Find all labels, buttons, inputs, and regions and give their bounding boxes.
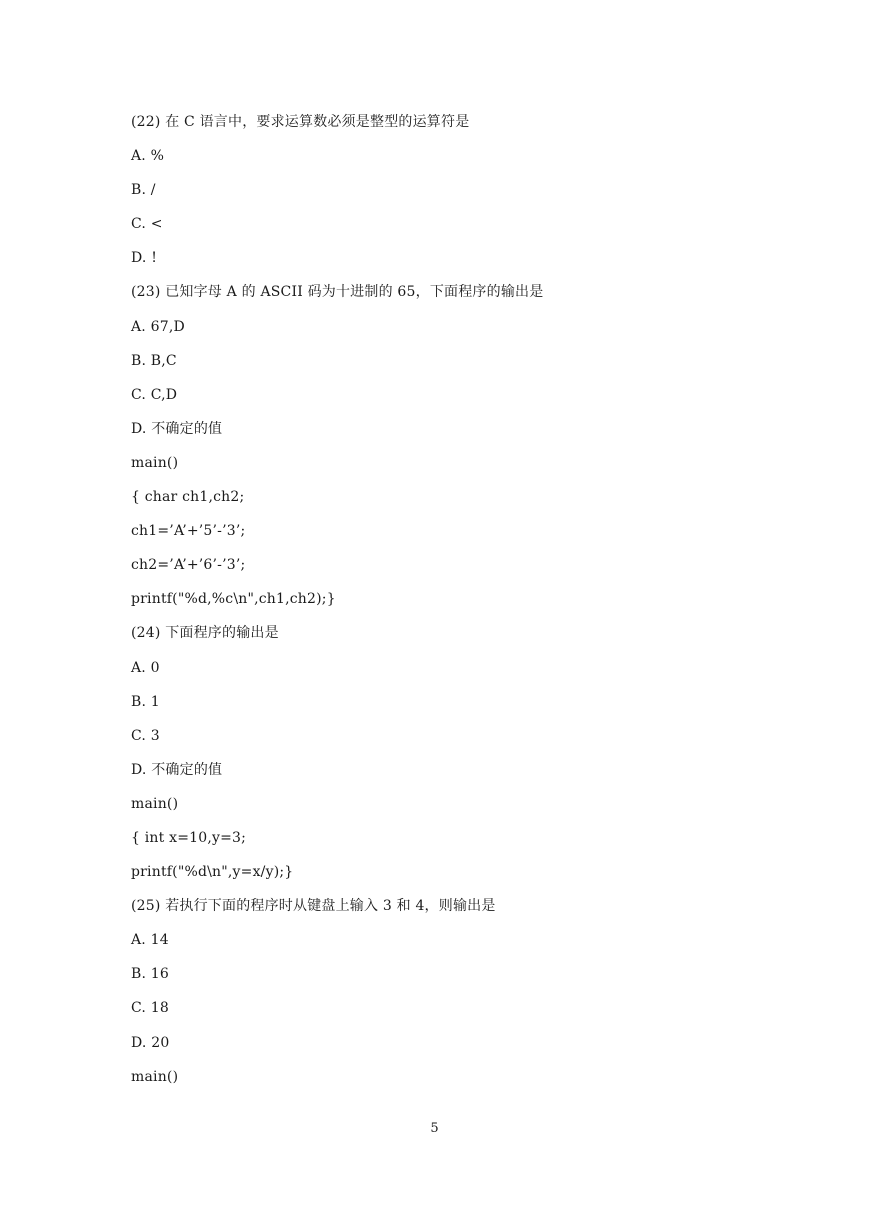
question-24-option-b: B. 1 xyxy=(131,693,160,710)
question-25-stem: (25) 若执行下面的程序时从键盘上输入 3 和 4，则输出是 xyxy=(131,898,496,915)
question-23-option-c: C. C,D xyxy=(131,386,178,403)
question-24-option-a: A. 0 xyxy=(131,659,160,676)
code-line: { char ch1,ch2; xyxy=(131,489,245,506)
code-line: ch2=’A’+’6’-’3’; xyxy=(131,557,246,574)
code-line: main() xyxy=(131,454,179,471)
code-line: { int x=10,y=3; xyxy=(131,829,247,846)
question-25-option-c: C. 18 xyxy=(131,1000,169,1017)
question-24-option-d: D. 不确定的值 xyxy=(131,761,223,778)
code-line: printf("%d\n",y=x/y);} xyxy=(131,864,294,881)
code-line: main() xyxy=(131,1068,179,1085)
code-line: ch1=’A’+’5’-’3’; xyxy=(131,523,246,540)
question-23-stem: (23) 已知字母 A 的 ASCII 码为十进制的 65，下面程序的输出是 xyxy=(131,284,544,301)
question-24-stem: (24) 下面程序的输出是 xyxy=(131,625,279,642)
code-line: printf("%d,%c\n",ch1,ch2);} xyxy=(131,591,336,608)
question-22-option-c: C. < xyxy=(131,216,163,233)
question-23-option-a: A. 67,D xyxy=(131,318,185,335)
question-23-option-d: D. 不确定的值 xyxy=(131,420,223,437)
code-line: main() xyxy=(131,795,179,812)
question-22-option-b: B. / xyxy=(131,182,156,199)
page-content xyxy=(131,108,751,1097)
question-22-option-a: A. % xyxy=(131,148,165,165)
question-25-option-d: D. 20 xyxy=(131,1034,170,1051)
question-24-option-c: C. 3 xyxy=(131,727,160,744)
question-23-option-b: B. B,C xyxy=(131,352,177,369)
question-22-stem: (22) 在 C 语言中，要求运算数必须是整型的运算符是 xyxy=(131,114,470,130)
question-25-option-b: B. 16 xyxy=(131,966,170,983)
question-25-option-a: A. 14 xyxy=(131,932,169,949)
question-22-option-d: D. ! xyxy=(131,250,158,267)
page-number: 5 xyxy=(430,1121,439,1136)
